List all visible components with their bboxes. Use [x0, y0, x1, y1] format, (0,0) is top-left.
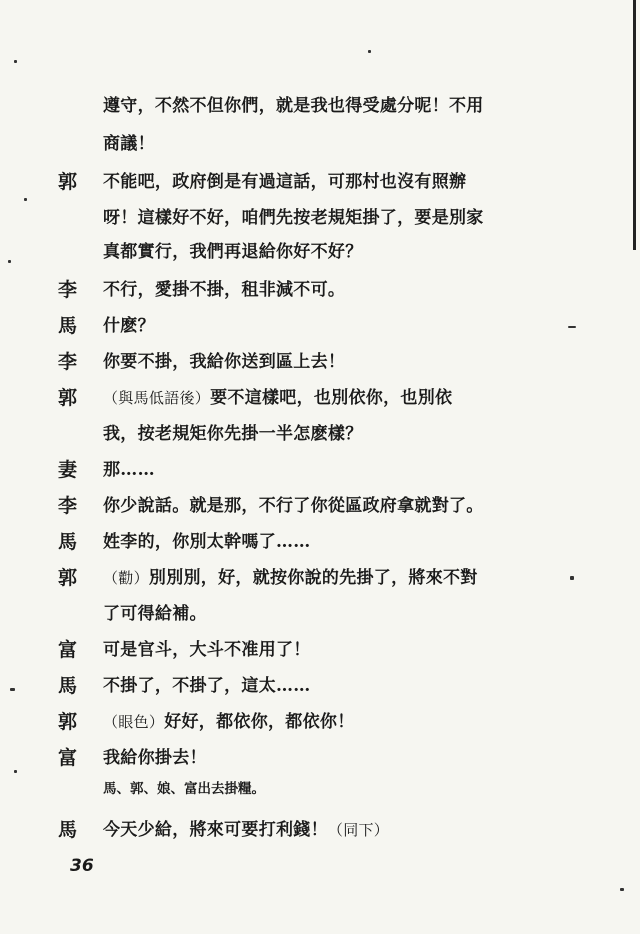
dialogue-line [0, 164, 640, 200]
dialogue-text: 今天少給，將來可要打利錢！ [103, 820, 328, 840]
speaker-label: 馬 [58, 675, 78, 697]
speaker-label: 李 [58, 351, 78, 373]
dialogue-text: 了可得給補。 [103, 604, 207, 624]
dialogue-line [0, 344, 640, 380]
print-speck [568, 326, 576, 328]
dialogue-line [0, 200, 640, 236]
dialogue-text: 你要不掛，我給你送到區上去！ [103, 352, 346, 372]
dialogue-line [0, 88, 640, 124]
dialogue-line [0, 524, 640, 560]
dialogue-text-with-direction [103, 708, 355, 736]
speaker-label: 富 [58, 747, 78, 769]
speaker-label: 馬 [58, 315, 78, 337]
dialogue-line [0, 452, 640, 488]
dialogue-line [0, 272, 640, 308]
dialogue-line [0, 704, 640, 740]
dialogue-line [0, 380, 640, 416]
dialogue-text: 你少說話。就是那，不行了你從區政府拿就對了。 [103, 496, 484, 516]
dialogue-line [0, 308, 640, 344]
stage-direction: 馬、郭、娘、富出去掛糧。 [103, 781, 265, 797]
dialogue-text-with-direction [103, 384, 452, 412]
dialogue-text: 不能吧，政府倒是有過這話，可那村也沒有照辦 [103, 172, 467, 192]
speaker-label: 妻 [58, 459, 78, 481]
print-speck [24, 198, 27, 201]
stage-direction-inline: （與馬低語後） [103, 389, 211, 407]
dialogue-text: 要不這樣吧，也別依你，也別依 [210, 388, 453, 408]
dialogue-line [0, 668, 640, 704]
print-speck [620, 888, 624, 891]
dialogue-text: 不行，愛掛不掛，租非減不可。 [103, 280, 346, 300]
dialogue-text: 我給你掛去！ [103, 748, 207, 768]
dialogue-text: 真都實行，我們再退給你好不好？ [103, 242, 363, 262]
speaker-label: 郭 [58, 171, 78, 193]
dialogue-text: 姓李的，你別太幹嗎了…… [103, 532, 311, 552]
print-speck [10, 688, 15, 691]
speaker-label: 富 [58, 639, 78, 661]
dialogue-text: 可是官斗，大斗不准用了！ [103, 640, 311, 660]
print-speck [8, 260, 11, 263]
speaker-label: 李 [58, 495, 78, 517]
dialogue-line [0, 488, 640, 524]
stage-direction-inline: （同下） [327, 821, 390, 839]
print-speck [14, 60, 17, 63]
dialogue-line [0, 416, 640, 452]
dialogue-line [0, 560, 640, 596]
speaker-label: 馬 [58, 531, 78, 553]
speaker-label: 郭 [58, 711, 78, 733]
print-speck [14, 770, 17, 773]
dialogue-text: 我，按老規矩你先掛一半怎麽樣？ [103, 424, 363, 444]
stage-direction-inline: （眼色） [103, 713, 165, 731]
dialogue-text-with-direction [103, 564, 478, 592]
stage-direction-inline: （勸） [103, 569, 149, 587]
speaker-label: 馬 [58, 819, 78, 841]
dialogue-text: 呀！這樣好不好，咱們先按老規矩掛了，要是別家 [103, 208, 484, 228]
dialogue-line [0, 234, 640, 270]
speaker-label: 郭 [58, 387, 78, 409]
dialogue-line [0, 632, 640, 668]
dialogue-text: 什麽？ [103, 316, 155, 336]
dialogue-text: 好好，都依你，都依你！ [164, 712, 355, 732]
dialogue-line [0, 596, 640, 632]
dialogue-text: 那…… [103, 460, 155, 480]
speaker-label: 李 [58, 279, 78, 301]
speaker-label: 郭 [58, 567, 78, 589]
dialogue-text: 不掛了，不掛了，這太…… [103, 676, 311, 696]
dialogue-text: 別別別，好，就按你說的先掛了，將來不對 [148, 568, 478, 588]
print-speck [368, 50, 371, 53]
dialogue-text: 商議！ [103, 134, 155, 154]
dialogue-line [0, 126, 640, 162]
print-speck [570, 576, 574, 580]
dialogue-line [0, 812, 640, 848]
page-number: 36 [70, 856, 94, 876]
dialogue-text-with-direction [103, 816, 389, 844]
dialogue-text: 遵守，不然不但你們，就是我也得受處分呢！不用 [103, 96, 484, 116]
dialogue-line [0, 740, 640, 776]
